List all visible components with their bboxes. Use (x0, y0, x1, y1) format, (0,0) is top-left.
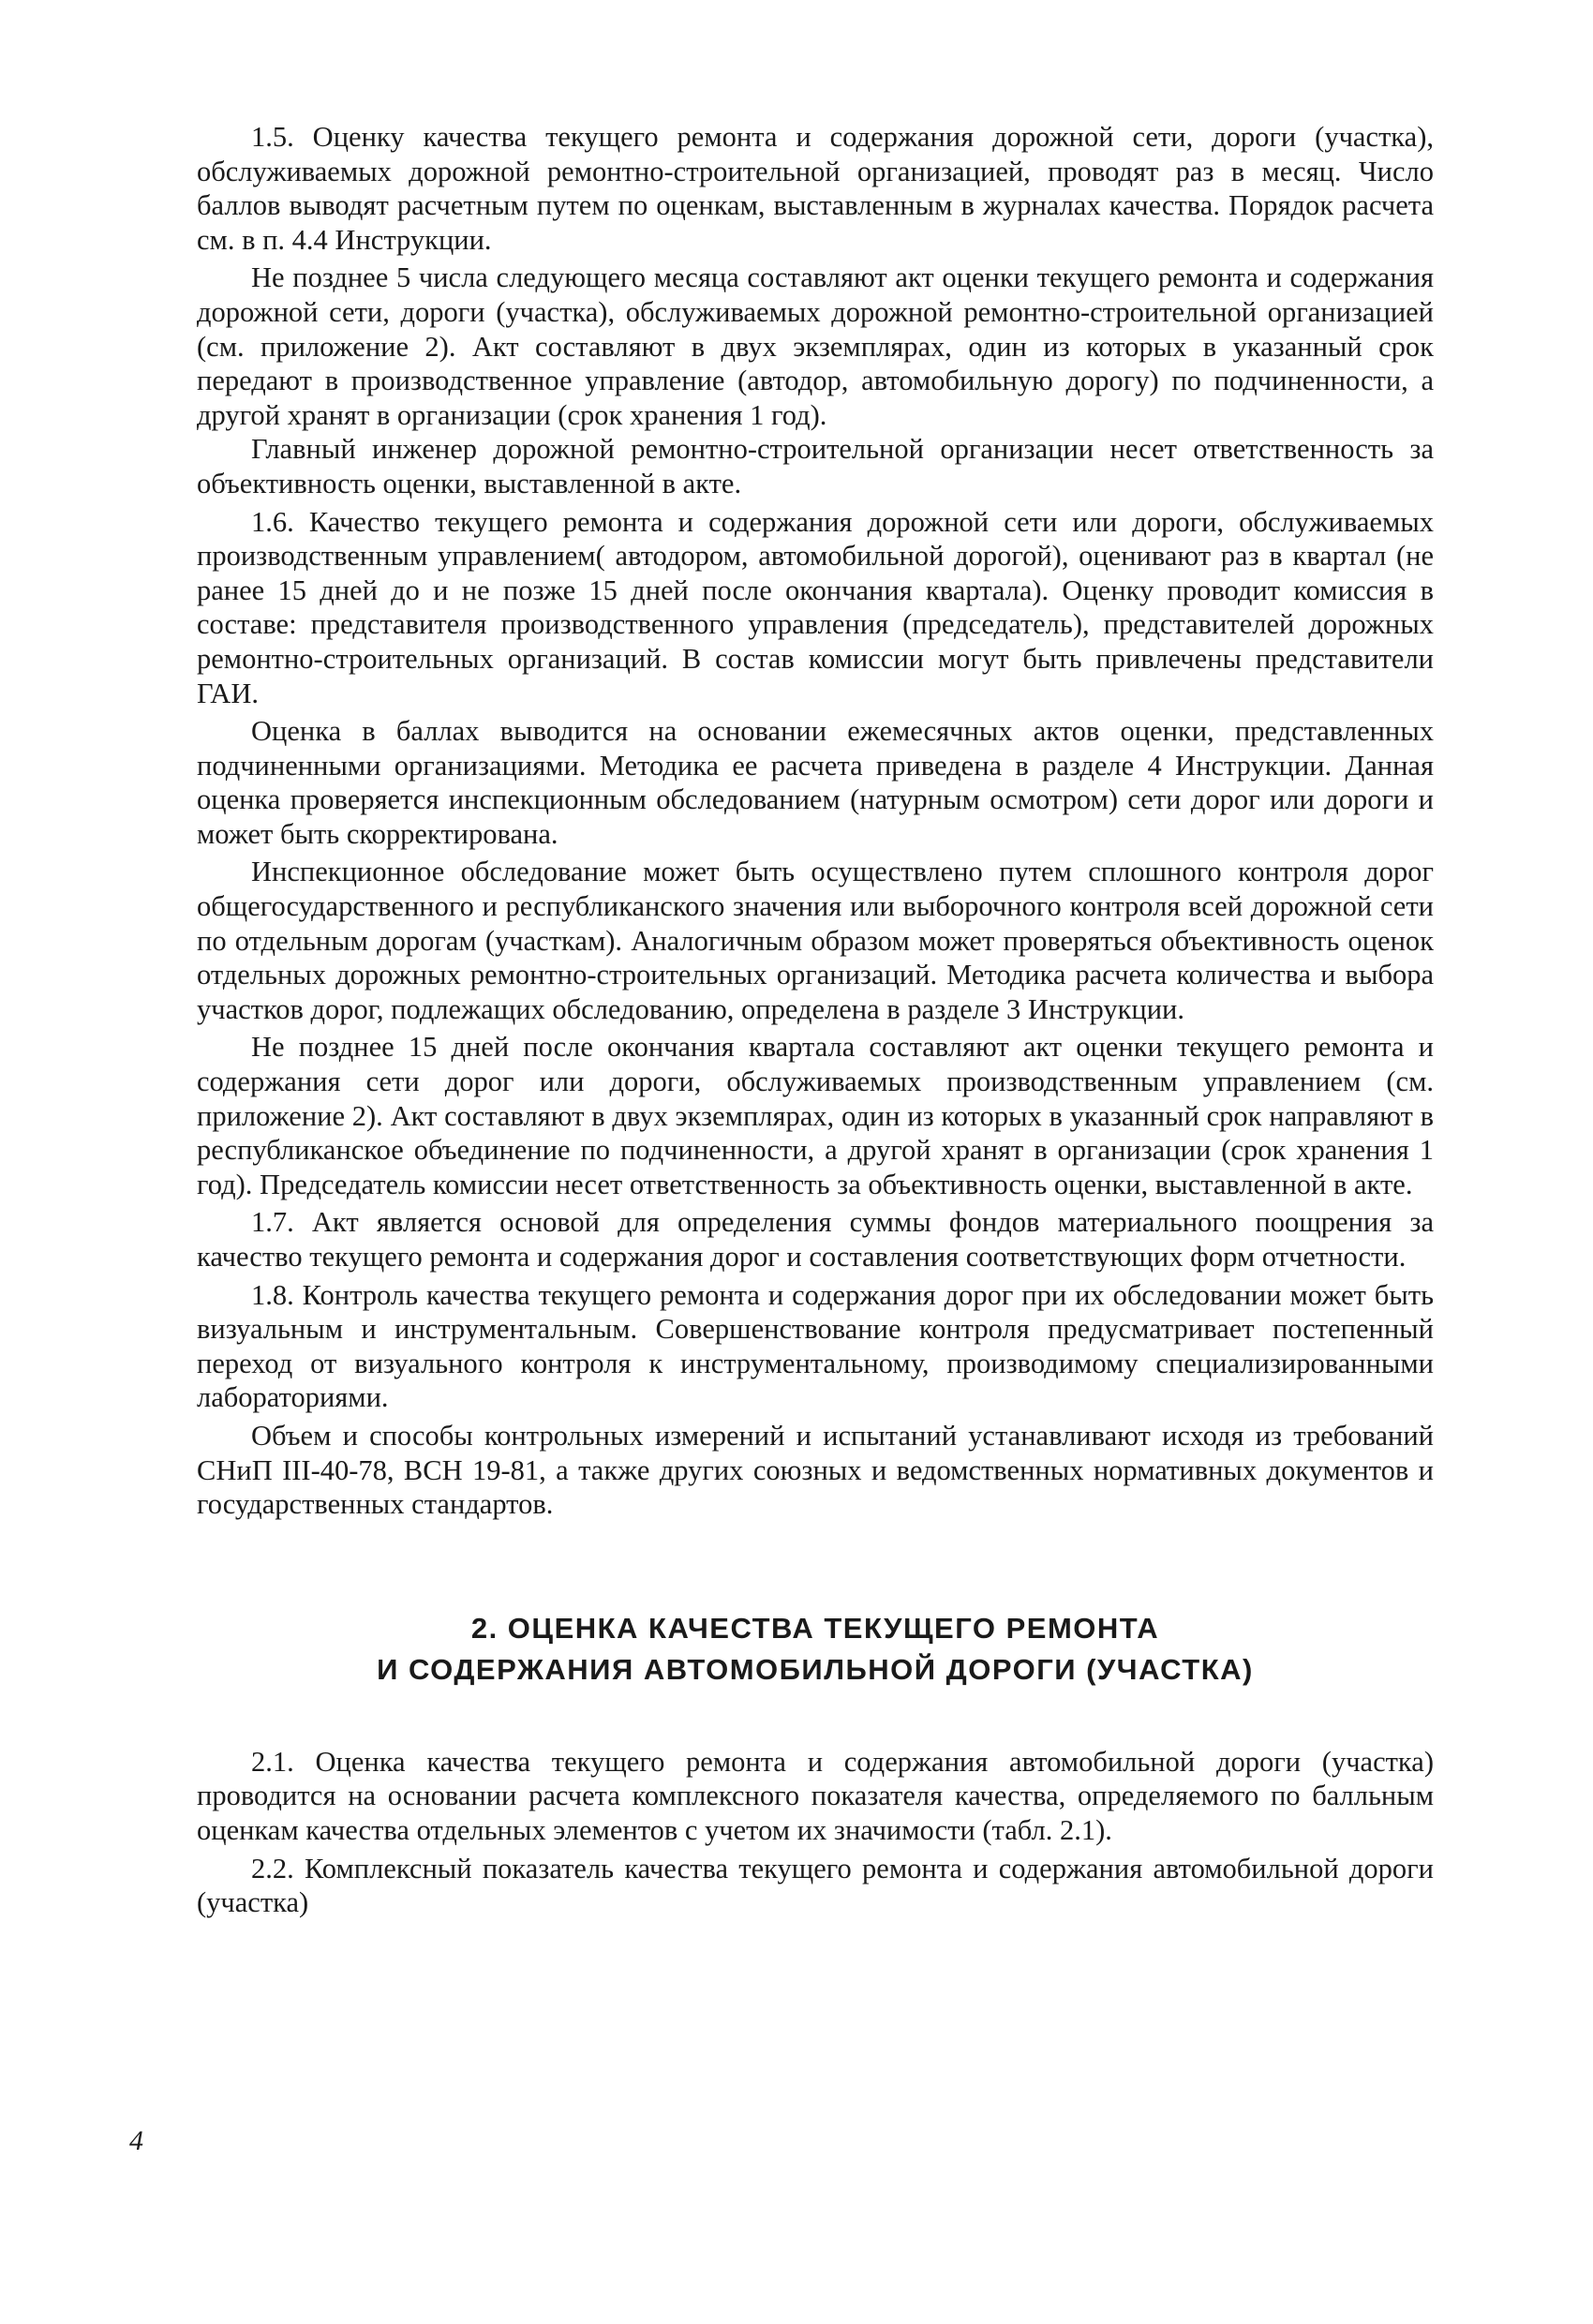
paragraph-1-6: 1.6. Качество текущего ремонта и содержания дорожной сети или дороги, обслуживаемых производственным управлением( автодором, автомобильной дорогой), оценивают раз в квартал (не ранее 15 дней до и не позже 15 дней после окончания квартала). Оценку проводит комиссия в составе: представителя производственного управления (председатель), представителей дорожных ремонтно-строительных организаций. В состав комиссии могут быть привлечены представители ГАИ. (197, 505, 1434, 709)
paragraph-act-monthly: Не позднее 5 числа следующего месяца составляют акт оценки текущего ремонта и содержания дорожной сети, дороги (участка), обслуживаемых дорожной ремонтно-строительной организацией (см. приложение 2). Акт составляют в двух экземплярах, один из которых в указанный срок передают в производственное управление (автодор, автомобильную дорогу) по подчиненности, а другой хранят в организации (срок хранения 1 год). (197, 261, 1434, 431)
paragraph-2-1: 2.1. Оценка качества текущего ремонта и содержания автомобильной дороги (участка) проводится на основании расчета комплексного показателя качества, определяемого по балльным оценкам качества отдельных элементов с учетом их значимости (табл. 2.1). (197, 1745, 1434, 1846)
paragraph-2-2: 2.2. Комплексный показатель качества текущего ремонта и содержания автомобильной дороги (участка) (197, 1852, 1434, 1919)
paragraph-act-quarterly: Не позднее 15 дней после окончания квартала составляют акт оценки текущего ремонта и содержания сети дорог или дороги, обслуживаемых производственным управлением (см. приложение 2). Акт составляют в двух экземплярах, один из которых в указанный срок направляют в республиканское объединение по подчиненности, а другой хранят в организации (срок хранения 1 год). Председатель комиссии несет ответственность за объективность оценки, выставленной в акте. (197, 1031, 1434, 1200)
paragraph-measurements: Объем и способы контрольных измерений и испытаний устанавливают исходя из требований СНиП III-40-78, ВСН 19-81, а также других союзных и ведомственных нормативных документов и государственных стандартов. (197, 1419, 1434, 1521)
paragraph-1-5: 1.5. Оценку качества текущего ремонта и содержания дорожной сети, дороги (участка), обслуживаемых дорожной ремонтно-строительной организацией, проводят раз в месяц. Число баллов выводят расчетным путем по оценкам, выставленным в журналах качества. Порядок расчета см. в п. 4.4 Инструкции. (197, 121, 1434, 256)
page-number: 4 (129, 2125, 143, 2156)
section-2-heading-line-1: 2. ОЦЕНКА КАЧЕСТВА ТЕКУЩЕГО РЕМОНТА (470, 1611, 1160, 1645)
paragraph-1-7: 1.7. Акт является основой для определения суммы фондов материального поощрения за качество текущего ремонта и содержания дорог и составления соответствующих форм отчетности. (197, 1206, 1434, 1273)
document-page (197, 120, 1434, 1920)
paragraph-score-derivation: Оценка в баллах выводится на основании ежемесячных актов оценки, представленных подчиненными организациями. Методика ее расчета приведена в разделе 4 Инструкции. Данная оценка проверяется инспекционным обследованием (натурным осмотром) сети дорог или дороги и может быть скорректирована. (197, 715, 1434, 850)
section-2-heading-line-2: И СОДЕРЖАНИЯ АВТОМОБИЛЬНОЙ ДОРОГИ (УЧАСТКА) (377, 1652, 1254, 1686)
section-2-heading (197, 1608, 1434, 1691)
paragraph-inspection: Инспекционное обследование может быть осуществлено путем сплошного контроля дорог общегосударственного и республиканского значения или выборочного контроля всей дорожной сети по отдельным дорогам (участкам). Аналогичным образом может проверяться объективность оценок отдельных дорожных ремонтно-строительных организаций. Методика расчета количества и выбора участков дорог, подлежащих обследованию, определена в разделе 3 Инструкции. (197, 856, 1434, 1025)
paragraph-1-8: 1.8. Контроль качества текущего ремонта и содержания дорог при их обследовании может быть визуальным и инструментальным. Совершенствование контроля предусматривает постепенный переход от визуального контроля к инструментальному, производимому специализированными лабораториями. (197, 1278, 1434, 1414)
paragraph-chief-engineer: Главный инженер дорожной ремонтно-строительной организации несет ответственность за объективность оценки, выставленной в акте. (197, 433, 1434, 499)
